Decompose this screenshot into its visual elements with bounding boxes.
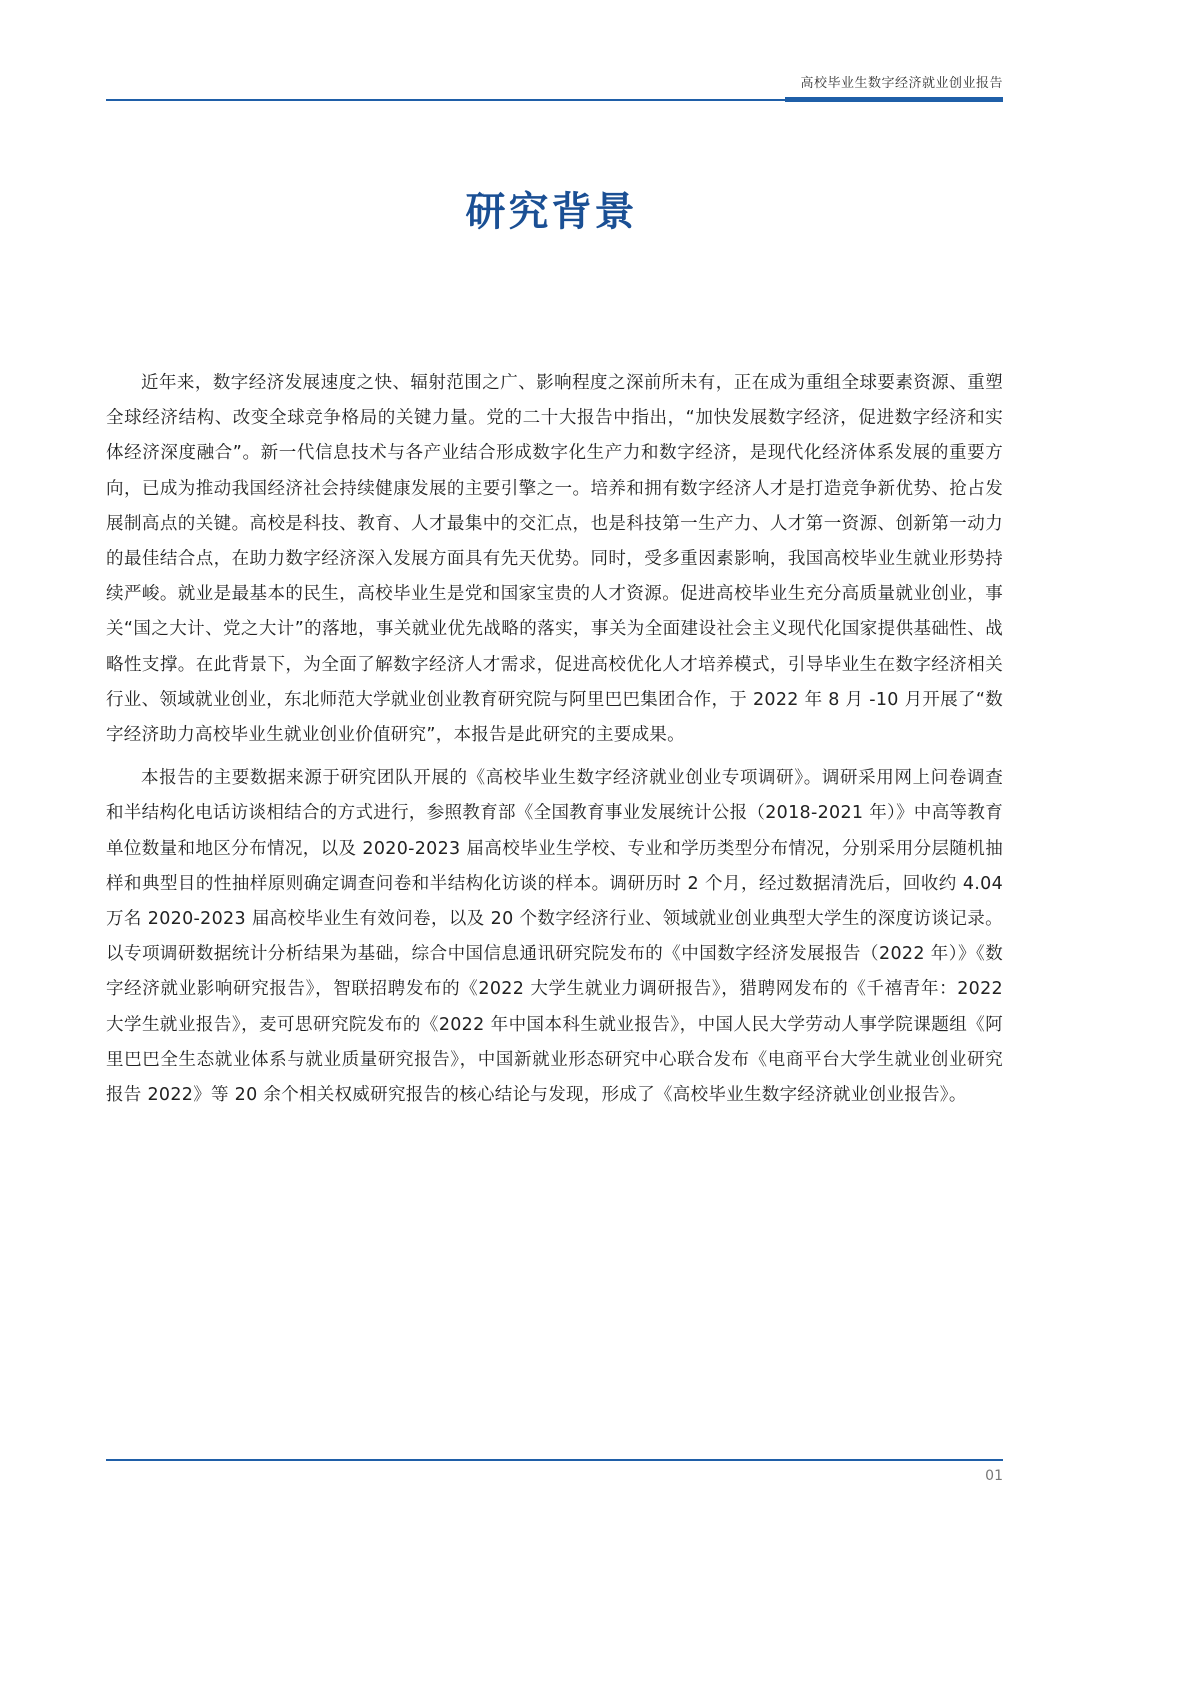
running-header-title: 高校毕业生数字经济就业创业报告 [800,76,1003,91]
body-text [106,366,1003,1121]
page-number: 01 [985,1468,1003,1484]
footer-divider [106,1459,1003,1461]
paragraph-background: 近年来，数字经济发展速度之快、辐射范围之广、影响程度之深前所未有，正在成为重组全球要素资源、重塑全球经济结构、改变全球竞争格局的关键力量。党的二十大报告中指出，“加快发展数字经济，促进数字经济和实体经济深度融合”。新一代信息技术与各产业结合形成数字化生产力和数字经济，是现代化经济体系发展的重要方向，已成为推动我国经济社会持续健康发展的主要引擎之一。培养和拥有数字经济人才是打造竞争新优势、抢占发展制高点的关键。高校是科技、教育、人才最集中的交汇点，也是科技第一生产力、人才第一资源、创新第一动力的最佳结合点，在助力数字经济深入发展方面具有先天优势。同时，受多重因素影响，我国高校毕业生就业形势持续严峻。就业是最基本的民生，高校毕业生是党和国家宝贵的人才资源。促进高校毕业生充分高质量就业创业，事关“国之大计、党之大计”的落地，事关就业优先战略的落实，事关为全面建设社会主义现代化国家提供基础性、战略性支撑。在此背景下，为全面了解数字经济人才需求，促进高校优化人才培养模式，引导毕业生在数字经济相关行业、领域就业创业，东北师范大学就业创业教育研究院与阿里巴巴集团合作，于 2022 年 8 月 -10 月开展了“数字经济助力高校毕业生就业创业价值研究”，本报告是此研究的主要成果。 [106,373,1003,746]
paragraph-data-sources: 本报告的主要数据来源于研究团队开展的《高校毕业生数字经济就业创业专项调研》。调研采用网上问卷调查和半结构化电话访谈相结合的方式进行，参照教育部《全国教育事业发展统计公报（2018-2021 年）》中高等教育单位数量和地区分布情况，以及 2020-2023 届高校毕业生学校、专业和学历类型分布情况，分别采用分层随机抽样和典型目的性抽样原则确定调查问卷和半结构化访谈的样本。调研历时 2 个月，经过数据清洗后，回收约 4.04 万名 2020-2023 届高校毕业生有效问卷，以及 20 个数字经济行业、领域就业创业典型大学生的深度访谈记录。以专项调研数据统计分析结果为基础，综合中国信息通讯研究院发布的《中国数字经济发展报告（2022 年）》《数字经济就业影响研究报告》，智联招聘发布的《2022 大学生就业力调研报告》，猎聘网发布的《千禧青年：2022 大学生就业报告》，麦可思研究院发布的《2022 年中国本科生就业报告》，中国人民大学劳动人事学院课题组《阿里巴巴全生态就业体系与就业质量研究报告》，中国新就业形态研究中心联合发布《电商平台大学生就业创业研究报告 2022》等 20 余个相关权威研究报告的核心结论与发现，形成了《高校毕业生数字经济就业创业报告》。 [106,768,1003,1106]
header-divider-accent [785,97,1003,102]
page-title: 研究背景 [465,189,638,235]
